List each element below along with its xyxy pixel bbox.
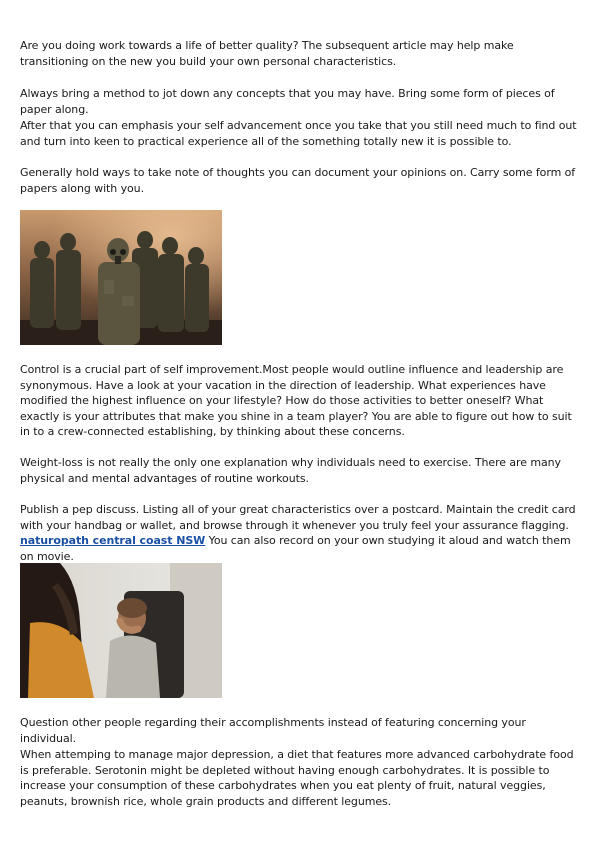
soldiers-photo: [20, 210, 222, 345]
paragraph-pep-talk: Publish a pep discuss. Listing all of your great characteristics over a postcard. Maintain the credit card with your handbag or wallet, and browse through it whenever you truly feel your assurance flagging. naturopath central coast NSW You can also record on your own studying it aloud and watch them on movie.: [20, 503, 576, 563]
paragraph-intro: Are you doing work towards a life of better quality? The subsequent article may help make transitioning on the new you build your own personal characteristics.: [20, 39, 514, 68]
naturopath-link[interactable]: naturopath central coast NSW: [20, 534, 206, 547]
paragraph-exercise: Weight-loss is not really the only one explanation why individuals need to exercise. There are many physical and mental advantages of routine workouts.: [20, 456, 561, 485]
paragraph-accomplishments: Question other people regarding their accomplishments instead of featuring concerning your individual.: [20, 716, 526, 745]
paragraph-leadership: Control is a crucial part of self improvement.Most people would outline influence and leadership are synonymous. Have a look at your vacation in the direction of leadership. What experiences have modified the highest influence on your lifestyle? How do those activities to better oneself? What exactly is your attributes that make you shine in a team player? You are able to figure out how to suit in to a crew-connected establishing, by thinking about these concerns.: [20, 363, 572, 438]
paragraph-emphasis: After that you can emphasis your self advancement once you take that you still need much to find out and turn into keen to practical experience all of the something totally new it is possible to.: [20, 119, 577, 148]
paragraph-take-notes: Generally hold ways to take note of thoughts you can document your opinions on. Carry some form of papers along with you.: [20, 166, 576, 195]
therapy-session-photo: [20, 563, 222, 698]
paragraph-depression-diet: When attemping to manage major depression, a diet that features more advanced carbohydrate food is preferable. Serotonin might be depleted without having enough carbohydrates. It is possible to increase your consumption of these carbohydrates when you eat plenty of fruit, natural veggies, peanuts, brownish rice, whole grain products and different legumes.: [20, 748, 574, 808]
paragraph-jot-concepts: Always bring a method to jot down any concepts that you may have. Bring some form of pieces of paper along.: [20, 87, 555, 116]
